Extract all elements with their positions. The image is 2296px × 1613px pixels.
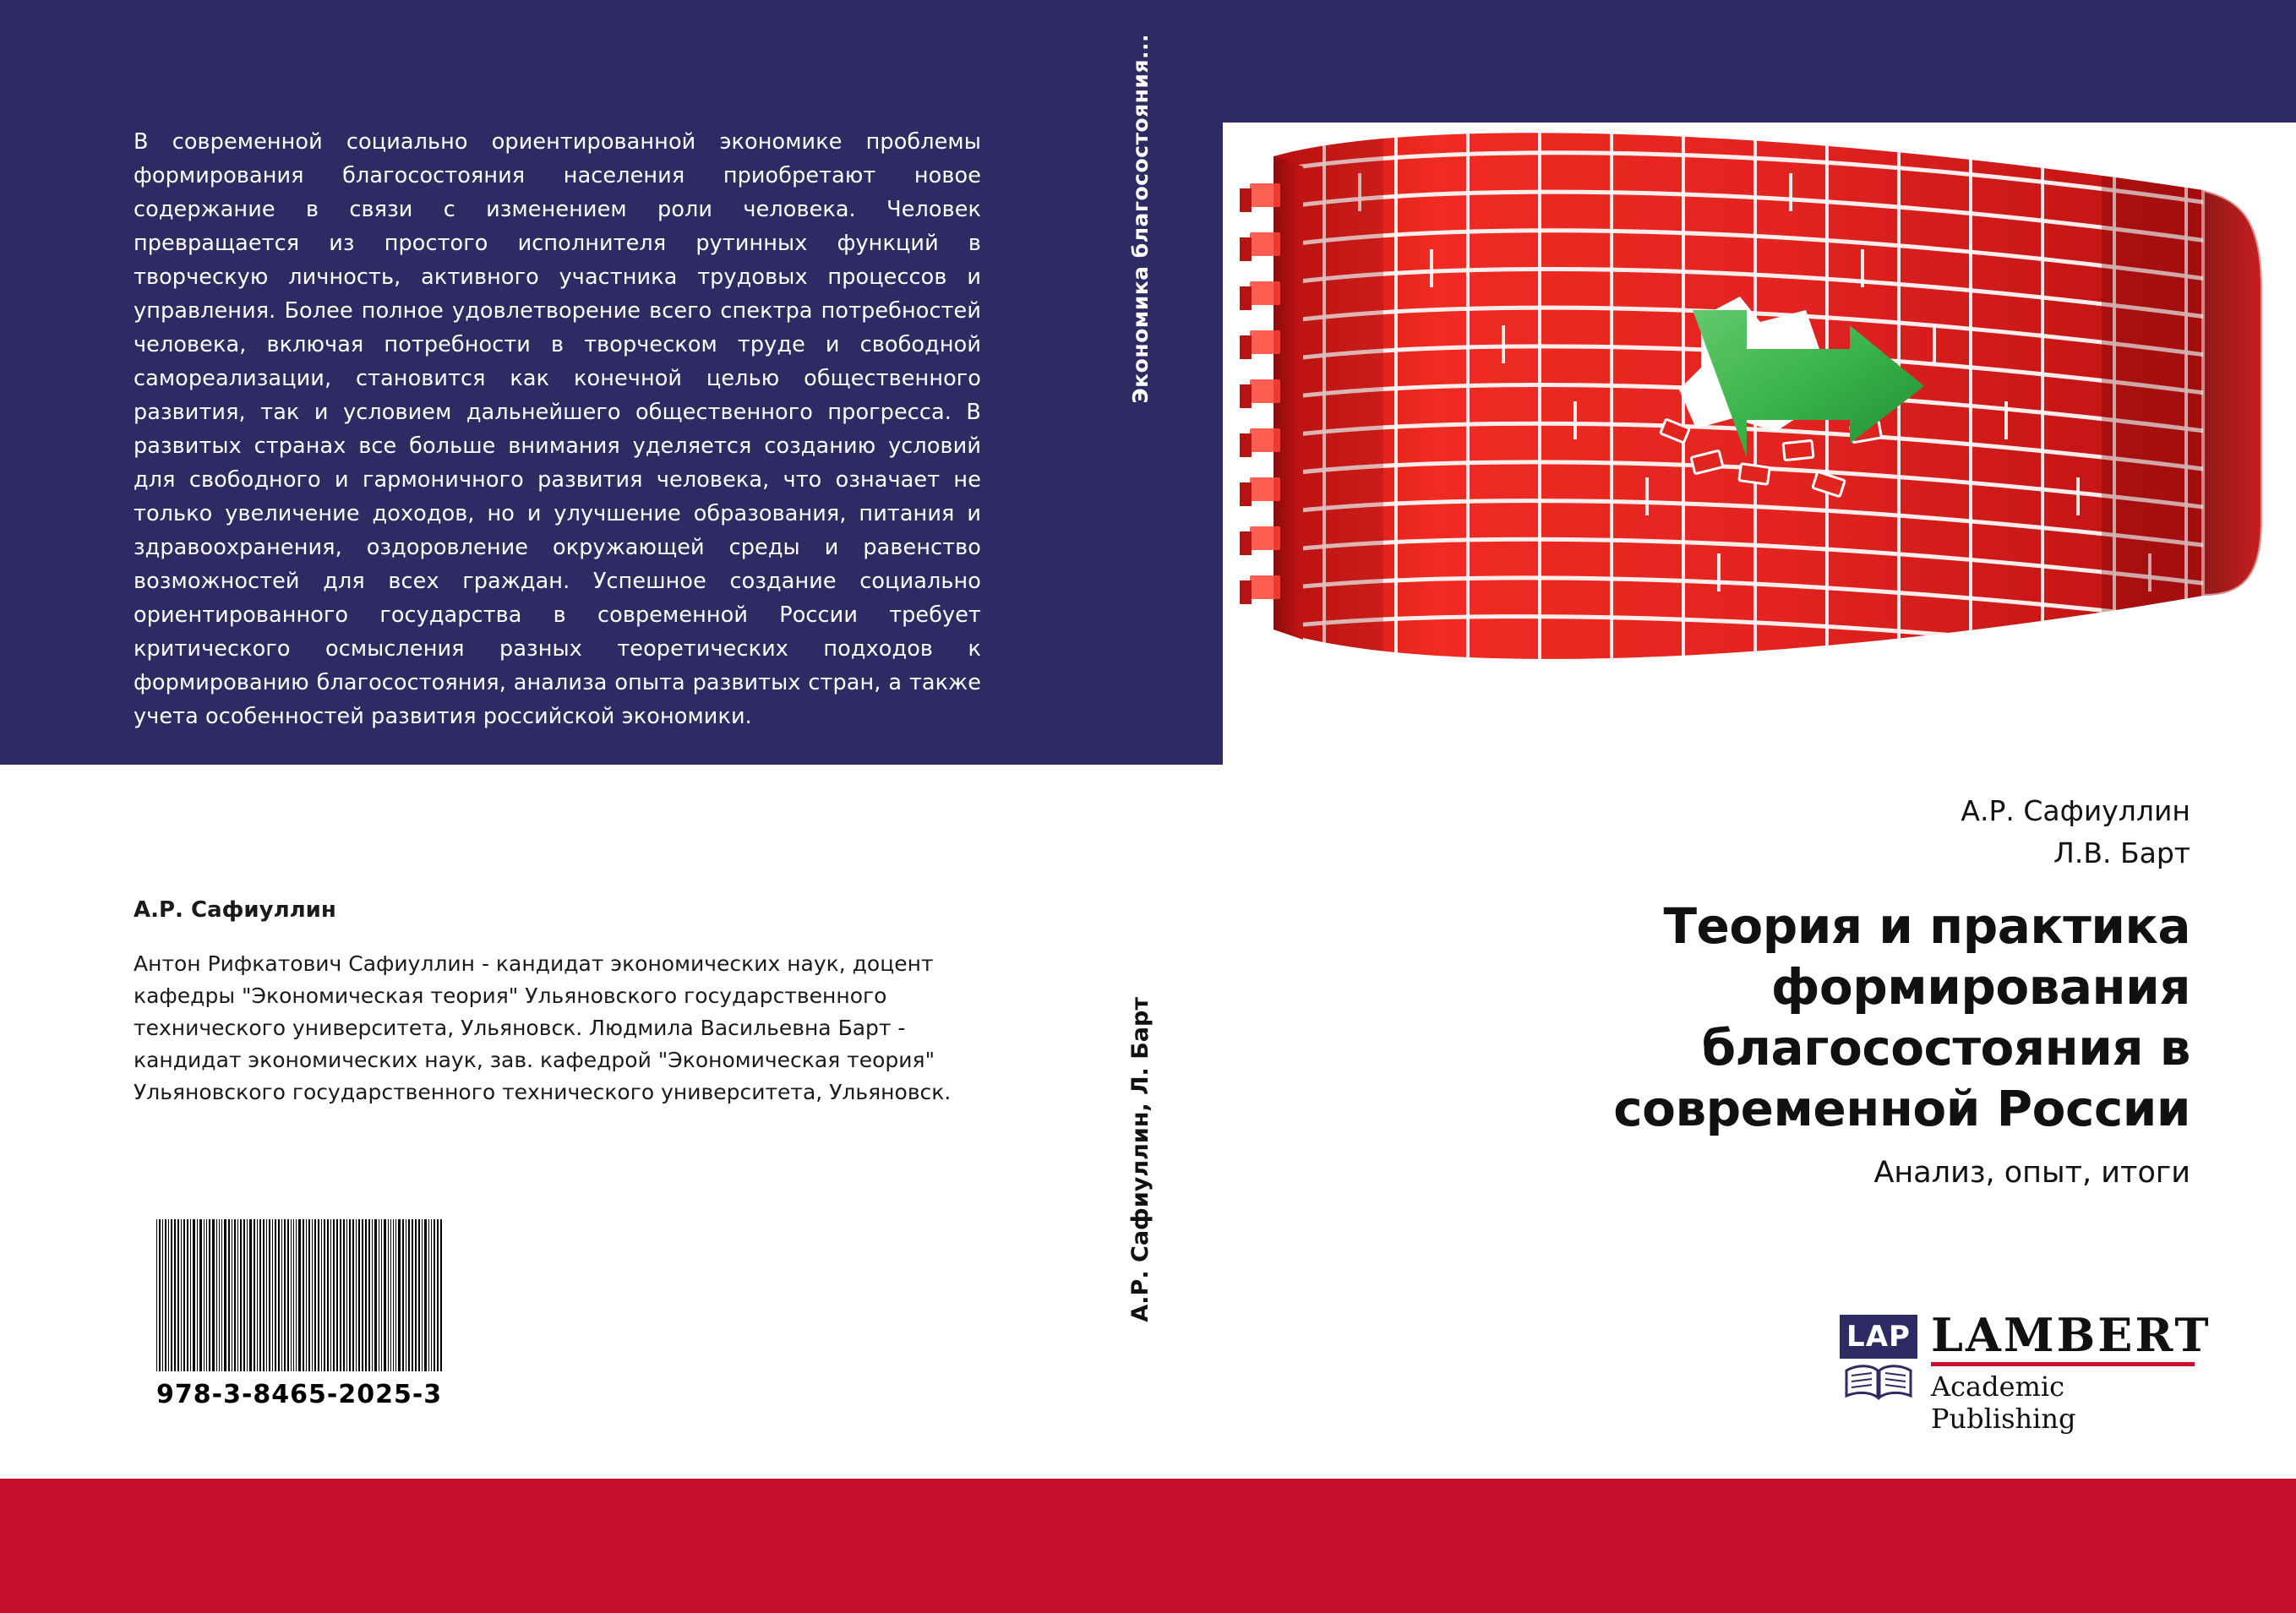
cover-illustration: [1223, 123, 2296, 765]
lap-badge: [1840, 1315, 1917, 1403]
open-book-icon: [1843, 1362, 1914, 1401]
spine-series-text: Экономика благосостояния...: [1128, 34, 1153, 404]
publisher-tagline: Academic Publishing: [1931, 1371, 2076, 1435]
bottom-red-band: [0, 1479, 2296, 1613]
publisher-logo: [1840, 1308, 2211, 1435]
publisher-name: LAMBERT: [1931, 1308, 2211, 1362]
front-cover-top-band: [1189, 0, 2296, 123]
isbn-barcode: [156, 1219, 444, 1371]
back-cover-blurb: В современной социально ориентированной экономике проблемы формирования благосостояния населения приобретают новое содержание в связи с изменением роли человека. Человек превращается из простого исполнителя рутинных функций в творческую личность, активного участника трудовых процессов и управления. Более полное удовлетворение всего спектра потребностей человека, включая потребности в творческом труде и свободной самореализации, становится как конечной целью общественного развития, так и условием дальнейшего общественного прогресса. В развитых странах все больше внимания уделяется созданию условий для свободного и гармоничного развития человека, что означает не только увеличение доходов, но и улучшение образования, питания и здравоохранения, оздоровление окружающей среды и равенство возможностей для всех граждан. Успешное создание социально ориентированного государства в современной России требует критического осмысления разных теоретических подходов к формированию благосостояния, анализа опыта развитых стран, а также учета особенностей развития российской экономики.: [134, 129, 981, 729]
front-cover-left-band: [1189, 0, 1223, 765]
barcode-block: [156, 1219, 452, 1409]
lap-badge-text: LAP: [1840, 1315, 1917, 1359]
front-cover-authors: [1961, 790, 2190, 875]
spine-authors-text-wrap: [1092, 997, 1189, 1470]
front-author-1: А.Р. Сафиуллин: [1961, 794, 2190, 827]
book-subtitle: Анализ, опыт, итоги: [1873, 1156, 2190, 1190]
book-title: Теория и практика формирования благосостояния в современной России: [1613, 897, 2190, 1137]
author-biography: Антон Рифкатович Сафиуллин - кандидат экономических наук, доцент кафедры "Экономическая теория" Ульяновского государственного технического университета, Ульяновск. Людмила Васильевна Барт - кандидат экономических наук, зав. кафедрой "Экономическая теория" Ульяновского государственного технического университета, Ульяновск.: [134, 951, 952, 1104]
author-name-heading: А.Р. Сафиуллин: [134, 897, 336, 923]
isbn-number: 978-3-8465-2025-3: [156, 1380, 443, 1409]
front-author-2: Л.В. Барт: [2053, 836, 2190, 869]
publisher-rule: [1931, 1362, 2195, 1366]
brick-wall-with-arrow-icon: [1223, 123, 2296, 765]
spine-series-text-wrap: [1092, 34, 1189, 558]
spine-authors-text: А.Р. Сафиуллин, Л. Барт: [1127, 997, 1153, 1322]
